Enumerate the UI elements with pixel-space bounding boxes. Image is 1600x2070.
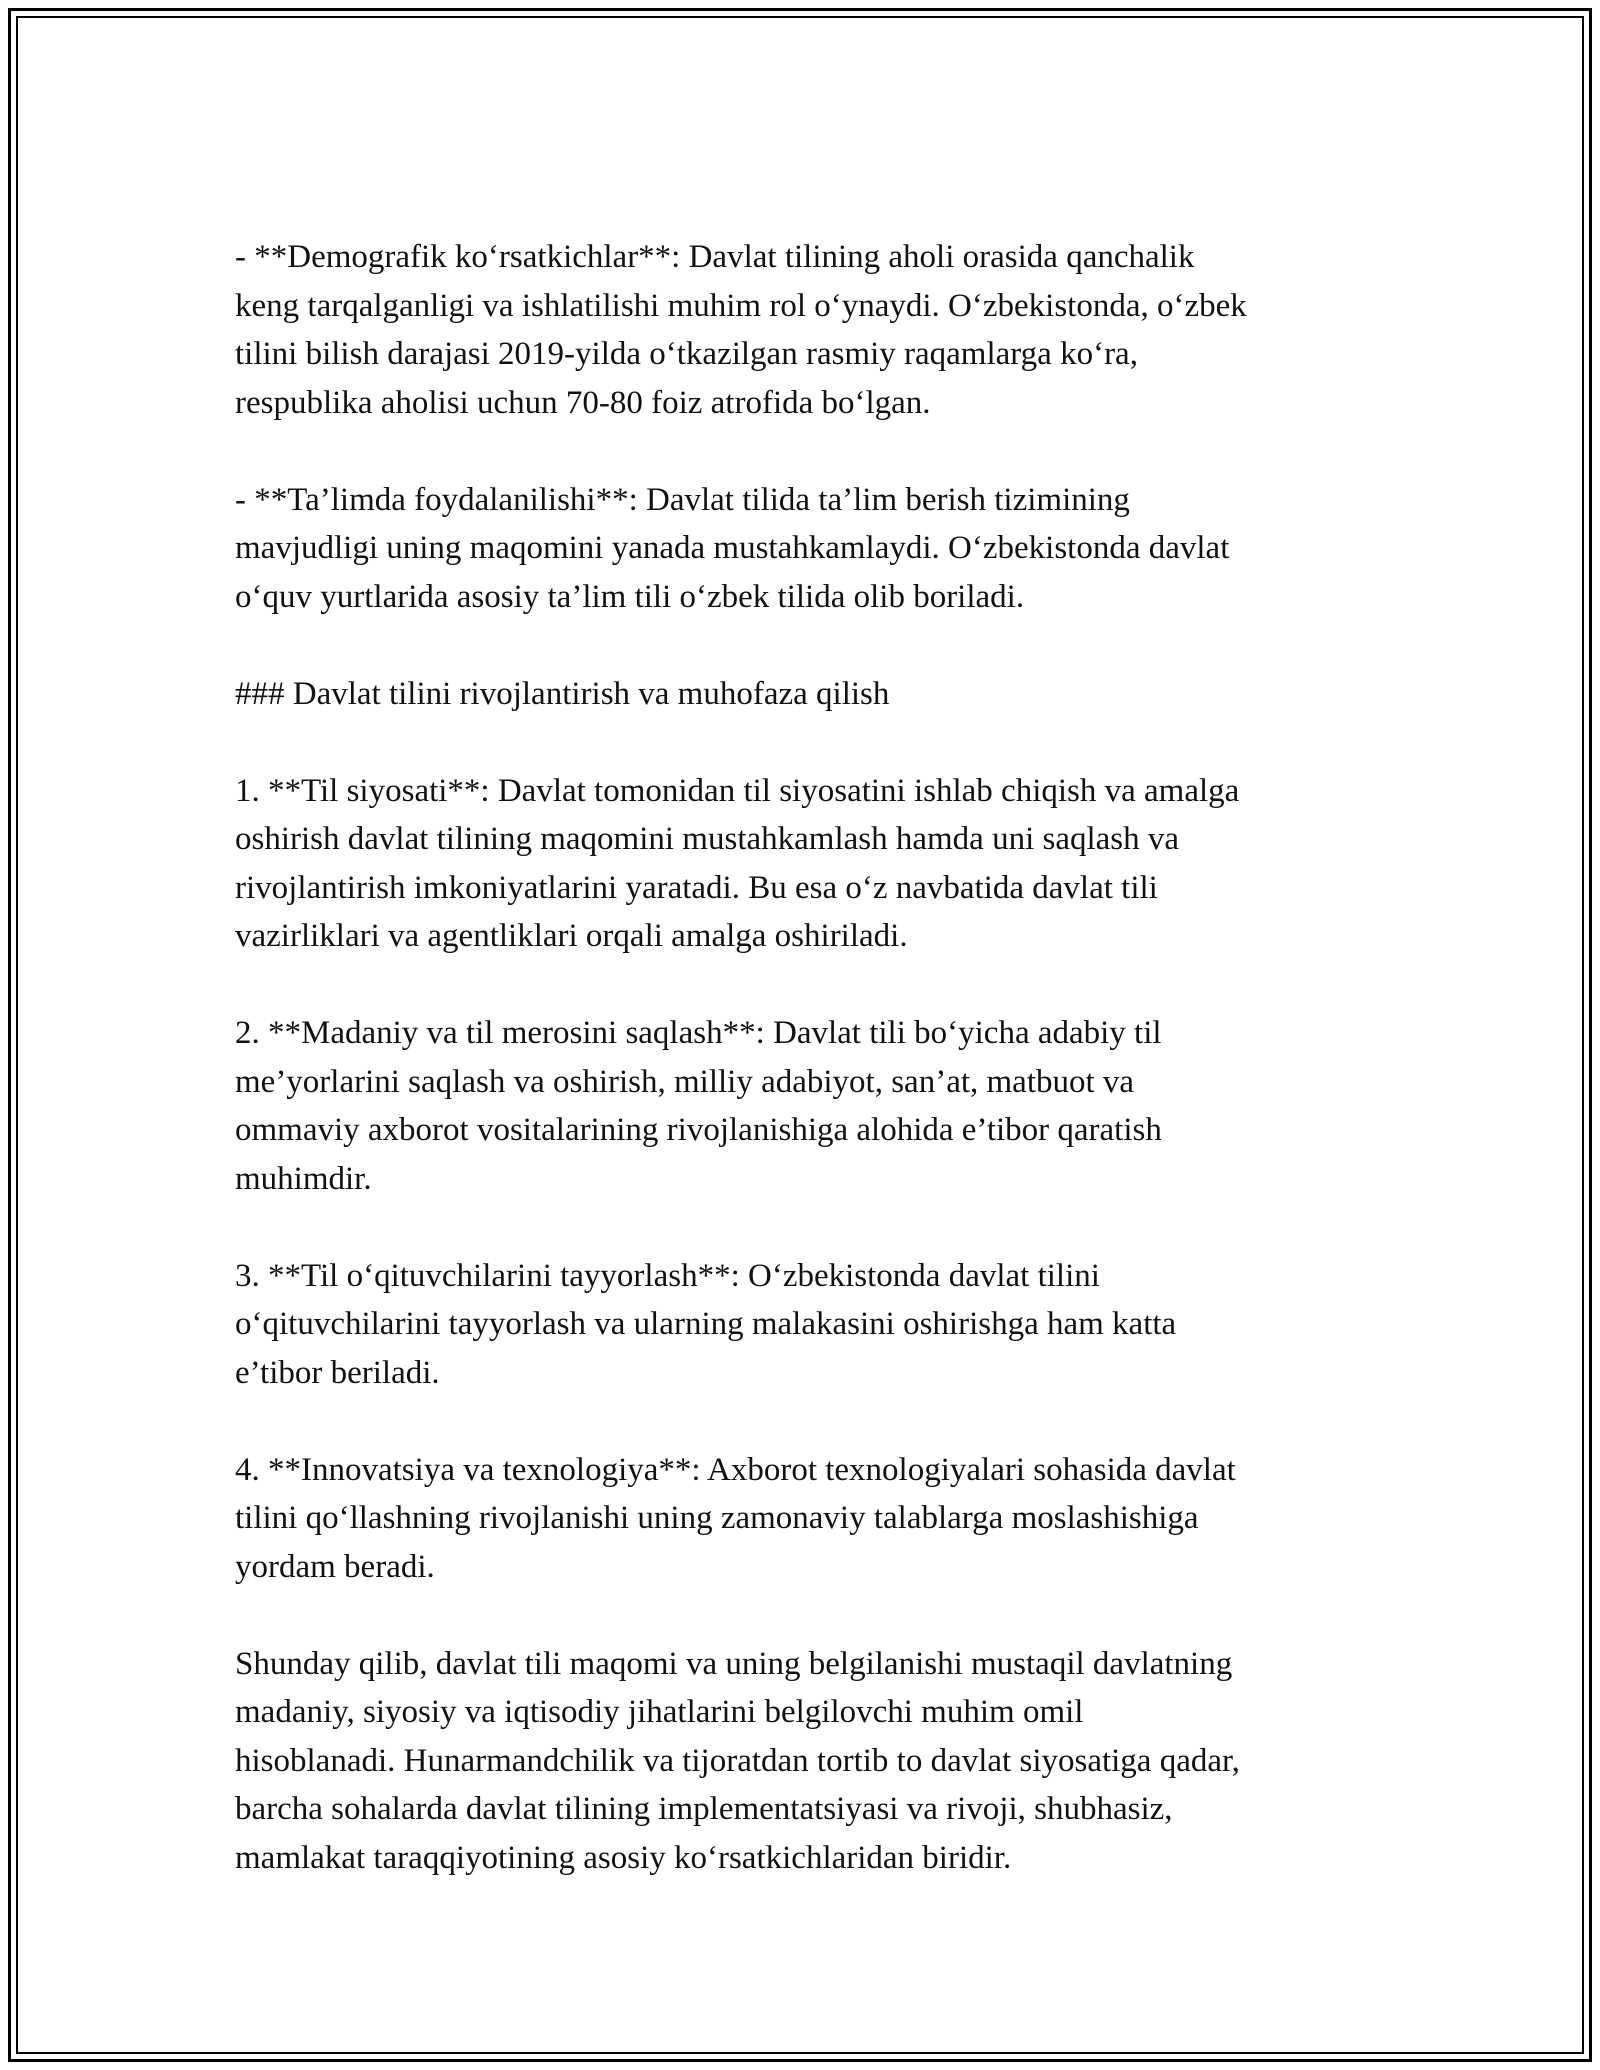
- list-item-teacher-training: 3. **Til o‘qituvchilarini tayyorlash**: O‘zbekistonda davlat tilini o‘qituvchilarini tayyorlash va ularning malakasini oshirishga ham katta e’tibor beriladi.: [235, 1257, 1177, 1391]
- list-item-innovation-technology: 4. **Innovatsiya va texnologiya**: Axborot texnologiyalari sohasida davlat tilini qo‘llashning rivojlanishi uning zamonaviy talablarga moslashishiga yordam beradi.: [235, 1451, 1236, 1585]
- document-body: [235, 233, 1385, 1931]
- paragraph-demographic-indicators: - **Demografik ko‘rsatkichlar**: Davlat tilining aholi orasida qanchalik keng tarqalganligi va ishlatilishi muhim rol o‘ynaydi. O‘zbekistonda, o‘zbek tilini bilish darajasi 2019-yilda o‘tkazilgan rasmiy raqamlarga ko‘ra, respublika aholisi uchun 70-80 foiz atrofida bo‘lgan.: [235, 239, 1247, 421]
- list-item-heritage-preservation: 2. **Madaniy va til merosini saqlash**: Davlat tili bo‘yicha adabiy til me’yorlarini saqlash va oshirish, milliy adabiyot, san’at, matbuot va ommaviy axborot vositalarining rivojlanishiga alohida e’tibor qaratish muhimdir.: [235, 1015, 1162, 1197]
- section-heading: ### Davlat tilini rivojlantirish va muhofaza qilish: [235, 675, 890, 712]
- paragraph-conclusion: Shunday qilib, davlat tili maqomi va uning belgilanishi mustaqil davlatning madaniy, siyosiy va iqtisodiy jihatlarini belgilovchi muhim omil hisoblanadi. Hunarmandchilik va tijoratdan tortib to davlat siyosatiga qadar, barcha sohalarda davlat tilining implementatsiyasi va rivoji, shubhasiz, mamlakat taraqqiyotining asosiy ko‘rsatkichlaridan biridir.: [235, 1645, 1240, 1876]
- paragraph-education-usage: - **Ta’limda foydalanilishi**: Davlat tilida ta’lim berish tizimining mavjudligi uning maqomini yanada mustahkamlaydi. O‘zbekistonda davlat o‘quv yurtlarida asosiy ta’lim tili o‘zbek tilida olib boriladi.: [235, 481, 1230, 615]
- list-item-language-policy: 1. **Til siyosati**: Davlat tomonidan til siyosatini ishlab chiqish va amalga oshirish davlat tilining maqomini mustahkamlash hamda uni saqlash va rivojlantirish imkoniyatlarini yaratadi. Bu esa o‘z navbatida davlat tili vazirliklari va agentliklari orqali amalga oshiriladi.: [235, 772, 1240, 954]
